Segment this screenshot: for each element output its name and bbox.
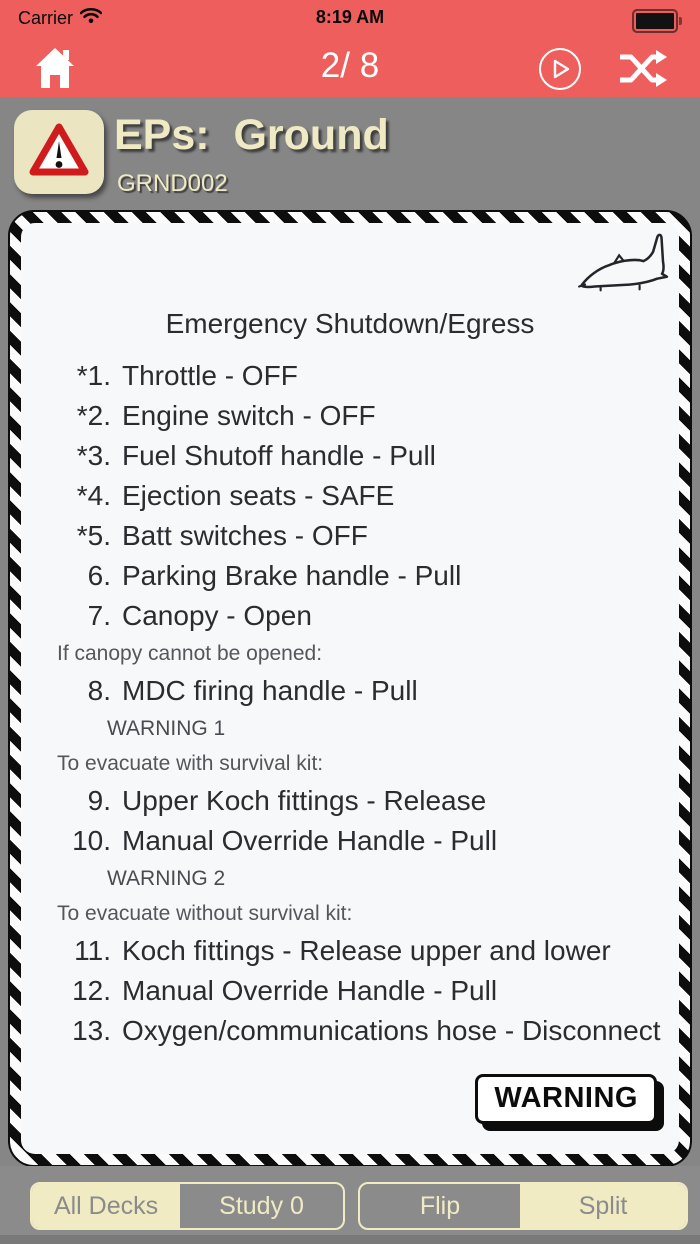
nav-bar [0,38,700,97]
all-decks-button[interactable]: All Decks [32,1184,180,1228]
shuffle-icon [618,77,668,92]
deck-title: EPs: Ground [114,111,389,159]
checklist-step: 8. MDC firing handle - Pull [87,675,418,706]
flip-button[interactable]: Flip [360,1184,520,1228]
checklist-step: *5. Batt switches - OFF [76,520,368,551]
warning-triangle-icon [28,122,90,183]
bottom-toolbar [0,1166,700,1235]
procedure-title: Emergency Shutdown/Egress [165,308,535,339]
checklist-step: *4. Ejection seats - SAFE [76,480,395,511]
deck-segmented-control [30,1182,345,1230]
status-bar [0,0,700,38]
card-progress: 2/ 8 [320,46,380,85]
checklist-step: *2. Engine switch - OFF [76,400,376,431]
play-button[interactable] [538,47,582,91]
shuffle-button[interactable] [618,49,668,89]
deck-header [0,97,700,210]
checklist [21,356,679,1051]
checklist-step: 7. Canopy - Open [87,600,312,631]
deck-icon [14,110,104,194]
checklist-condition: To evacuate with survival kit: [57,751,324,775]
study-button[interactable]: Study 0 [180,1184,343,1228]
top-bar [0,0,700,97]
battery-icon [632,9,682,33]
clock: 8:19 AM [315,7,385,27]
checklist-step: 6. Parking Brake handle - Pull [87,560,462,591]
checklist-step: 10. Manual Override Handle - Pull [72,825,498,856]
view-segmented-control [358,1182,688,1230]
checklist-step: 13. Oxygen/communications hose - Disconnect [72,1015,661,1046]
aircraft-sketch [575,229,673,310]
home-indicator-area [0,1235,700,1244]
play-icon [538,79,582,94]
checklist-step: *1. Throttle - OFF [76,360,298,391]
deck-code: GRND002 [117,170,228,197]
checklist-warning-ref: WARNING 2 [107,866,226,890]
flashcard[interactable] [8,210,692,1167]
checklist-step: 11. Koch fittings - Release upper and lower [74,935,611,966]
flashcard-face[interactable] [21,223,679,1154]
carrier-label: Carrier [18,7,74,28]
checklist-step: 12. Manual Override Handle - Pull [72,975,498,1006]
checklist-condition: To evacuate without survival kit: [57,901,353,925]
checklist-condition: If canopy cannot be opened: [57,641,323,665]
warning-badge: WARNING [475,1074,657,1124]
checklist-step: 9. Upper Koch fittings - Release [87,785,487,816]
split-button[interactable]: Split [520,1184,686,1228]
checklist-warning-ref: WARNING 1 [107,716,226,740]
checklist-step: *3. Fuel Shutoff handle - Pull [76,440,436,471]
